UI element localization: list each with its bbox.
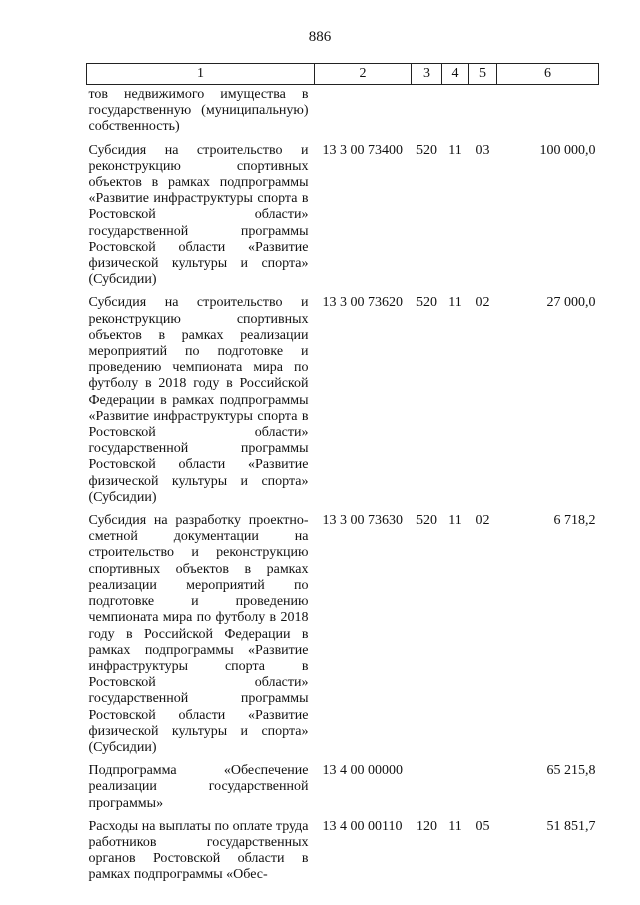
table-row (87, 506, 599, 756)
header-row (87, 64, 599, 85)
row-c3 (412, 756, 442, 812)
row-amount: 6 718,2 (553, 513, 596, 529)
row-amount: 65 215,8 (546, 763, 596, 779)
row-code: 13 3 00 73400 (322, 142, 403, 158)
row-c5: 05 (475, 818, 490, 834)
table-row (87, 288, 599, 506)
row-c5 (469, 756, 497, 812)
row-c3: 520 (416, 295, 437, 311)
row-name: Расходы на выплаты по оплате труда работников государственных органов Ростовской области в рамках подпрограммы «Обес- (88, 818, 309, 883)
row-c4 (442, 756, 469, 812)
table-row (87, 136, 599, 289)
row-c5: 03 (475, 142, 490, 158)
row-c4: 11 (448, 295, 462, 311)
row-code: 13 4 00 00110 (322, 818, 403, 834)
row-c3: 120 (416, 818, 437, 834)
header-col-2: 2 (315, 64, 412, 85)
row-code: 13 3 00 73620 (322, 295, 403, 311)
row-c5 (469, 85, 497, 136)
row-c3: 520 (416, 513, 437, 529)
row-code (315, 85, 412, 136)
row-c4: 11 (448, 142, 462, 158)
row-c4 (442, 85, 469, 136)
table-row (87, 756, 599, 812)
row-code: 13 4 00 00000 (322, 763, 403, 779)
row-c3 (412, 85, 442, 136)
row-name: Субсидия на разработку проектно-сметной документации на строительство и реконструкцию спортивных объектов в рамках реализации мероприятий по подготовке и проведению чемпионата мира по футболу в 2018 году в Российской Федерации в рамках подпрограммы «Развитие инфраструктуры спорта в Ростовской области» государственной программы Ростовской области «Развитие физической культуры и спорта» (Субсидии) (88, 513, 309, 755)
header-col-1: 1 (87, 64, 315, 85)
row-c5: 02 (475, 513, 490, 529)
header-col-3: 3 (412, 64, 442, 85)
row-c4: 11 (448, 513, 462, 529)
page-number: 886 (308, 29, 332, 45)
row-amount: 100 000,0 (539, 142, 596, 158)
row-c4: 11 (448, 818, 462, 834)
row-amount (497, 85, 599, 136)
header-col-6: 6 (497, 64, 599, 85)
row-c3: 520 (416, 142, 437, 158)
table-row (87, 85, 599, 136)
budget-table (86, 63, 599, 884)
row-amount: 27 000,0 (546, 295, 596, 311)
row-name: тов недвижимого имущества в государственную (муниципальную) собственность) (88, 87, 309, 135)
row-name: Субсидия на строительство и реконструкцию спортивных объектов в рамках подпрограммы «Развитие инфраструктуры спорта в Ростовской области» государственной программы Ростовской области «Развитие физической культуры и спорта» (Субсидии) (88, 142, 309, 288)
header-col-4: 4 (442, 64, 469, 85)
row-code: 13 3 00 73630 (322, 513, 403, 529)
header-col-5: 5 (469, 64, 497, 85)
row-name: Субсидия на строительство и реконструкцию спортивных объектов в рамках реализации мероприятий по подготовке и проведению чемпионата мира по футболу в 2018 году в Российской Федерации в рамках подпрограммы «Развитие инфраструктуры спорта в Ростовской области» государственной программы Ростовской области «Развитие физической культуры и спорта» (Субсидии) (88, 295, 309, 505)
table-row (87, 812, 599, 884)
row-amount: 51 851,7 (546, 818, 596, 834)
row-name: Подпрограмма «Обеспечение реализации государственной программы» (88, 763, 309, 811)
row-c5: 02 (475, 295, 490, 311)
